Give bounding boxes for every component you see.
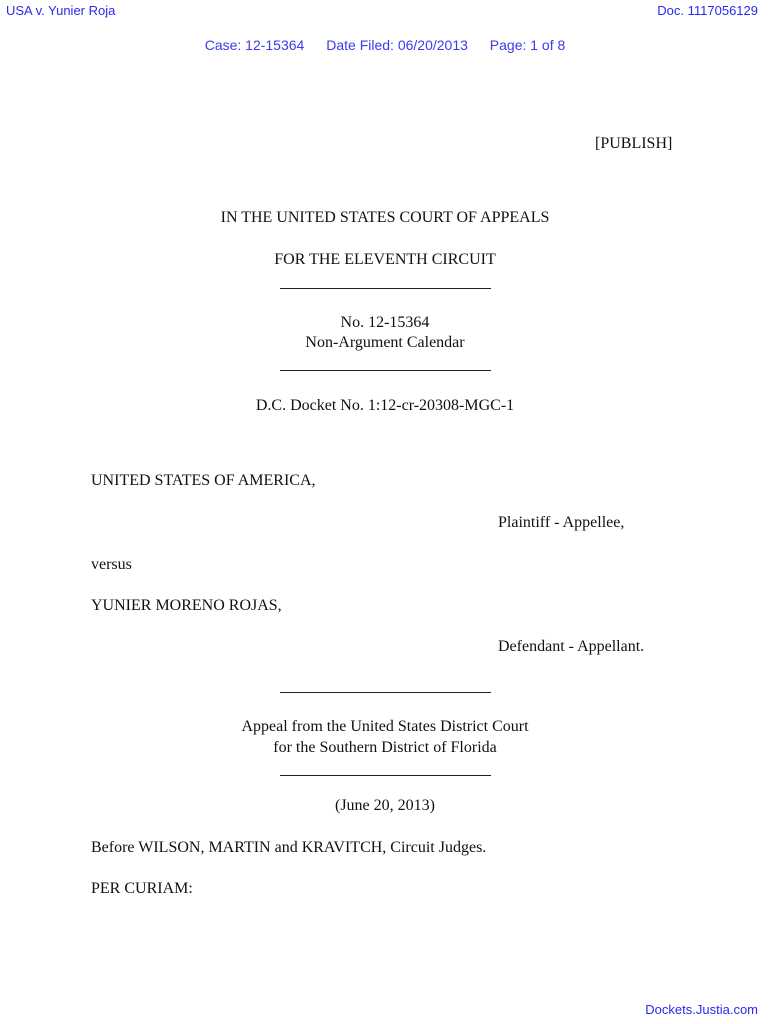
- separator-rule: [280, 288, 491, 289]
- document-number-link[interactable]: Doc. 1117056129: [657, 3, 758, 18]
- separator-rule: [280, 370, 491, 371]
- filing-stamp: [0, 37, 770, 53]
- separator-rule: [280, 692, 491, 693]
- decision-date: (June 20, 2013): [335, 797, 435, 814]
- defendant-role: Defendant - Appellant.: [498, 638, 645, 655]
- defendant-name: YUNIER MORENO ROJAS,: [91, 597, 282, 614]
- stamp-case-number: Case: 12-15364: [204, 37, 305, 53]
- publish-tag: [PUBLISH]: [595, 135, 673, 152]
- separator-rule: [280, 775, 491, 776]
- calendar-type: Non-Argument Calendar: [305, 334, 465, 351]
- plaintiff-role: Plaintiff - Appellee,: [498, 514, 625, 531]
- panel-judges: Before WILSON, MARTIN and KRAVITCH, Circuit Judges.: [91, 839, 487, 856]
- circuit-name: FOR THE ELEVENTH CIRCUIT: [274, 251, 496, 268]
- case-number: No. 12-15364: [340, 314, 430, 331]
- case-title-link[interactable]: USA v. Yunier Roja: [6, 3, 116, 18]
- appeal-origin-line1: Appeal from the United States District Court: [241, 718, 529, 735]
- docket-number: D.C. Docket No. 1:12-cr-20308-MGC-1: [255, 397, 515, 414]
- court-name: IN THE UNITED STATES COURT OF APPEALS: [220, 209, 550, 226]
- dockets-justia-link[interactable]: Dockets.Justia.com: [645, 1002, 758, 1017]
- versus-text: versus: [91, 556, 132, 573]
- appeal-origin-line2: for the Southern District of Florida: [273, 739, 497, 756]
- plaintiff-name: UNITED STATES OF AMERICA,: [91, 472, 316, 489]
- stamp-page-number: Page: 1 of 8: [489, 37, 566, 53]
- per-curiam-heading: PER CURIAM:: [91, 880, 193, 897]
- stamp-date-filed: Date Filed: 06/20/2013: [326, 37, 468, 53]
